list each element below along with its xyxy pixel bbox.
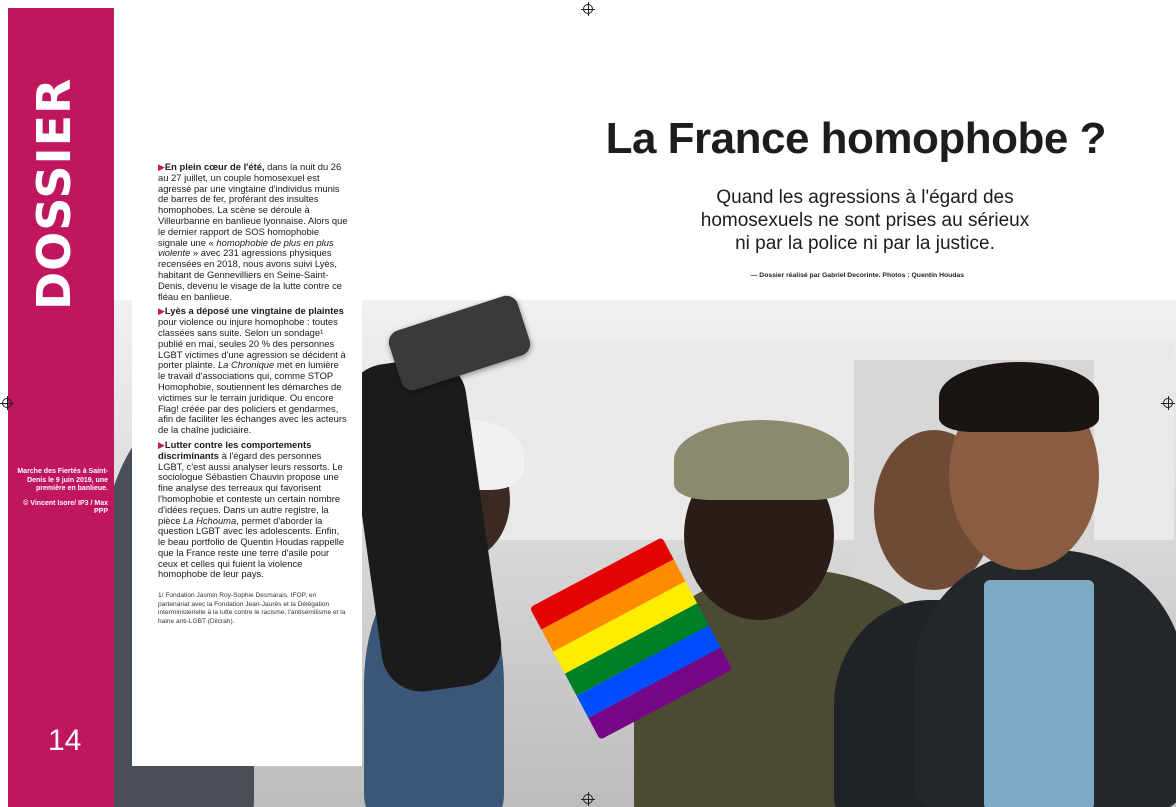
article-column bbox=[132, 152, 362, 766]
registration-mark-icon bbox=[2, 398, 12, 408]
article-paragraph-2 bbox=[158, 306, 348, 436]
footnote: 1/ Fondation Jasmin Roy-Sophie Desmarais, IFOP, en partenariat avec la Fondation Jean-Jaurès et la Délégation interministérielle à la lutte contre le racisme, l'antisémitisme et la haine anti-LGBT (Dilcrah). bbox=[158, 592, 346, 625]
registration-mark-icon bbox=[583, 794, 593, 804]
paragraph-text: , permet d'aborder la question LGBT avec les adolescents. Enfin, le beau portfolio de Quentin Houdas rappelle que la France reste une terre d'asile pour ceux et celles qui fuient la violence homophobe de leur pays. bbox=[158, 514, 345, 580]
paragraph-text: » avec 231 agressions physiques recensées en 2018, nous avons suivi Lyès, habitant de Gennevilliers en Seine-Saint-Denis, devenu le visage de la lutte contre ce fléau en banlieue. bbox=[158, 247, 342, 302]
registration-mark-icon bbox=[1163, 398, 1173, 408]
paragraph-lead: Lutter contre les comportements discriminants bbox=[158, 438, 312, 461]
paragraph-text: à l'égard des personnes LGBT, c'est aussi analyser leurs ressorts. Le sociologue Sébastien Chauvin propose une fine analyse des terreaux qui favorisent l'homophobie et conteste un certain nombre d'idées reçues. Dans un autre registre, la pièce bbox=[158, 449, 343, 526]
paragraph-text: met en lumière le travail d'associations qui, comme STOP Homophobie, soutiennent les démarches de victimes sur le terrain juridique. Ou encore Flag! créée par des policiers et gendarmes, afin de faciliter les échanges avec les acteurs de la chaîne judiciaire. bbox=[158, 359, 347, 436]
photo-caption bbox=[14, 468, 108, 517]
triangle-bullet-icon: ▶ bbox=[158, 439, 165, 450]
subtitle-line: Quand les agressions à l'égard des bbox=[716, 187, 1014, 208]
byline: — Dossier réalisé par Gabriel Decorinte. Photos : Quentin Houdas bbox=[750, 272, 964, 279]
subtitle-line: homosexuels ne sont prises au sérieux bbox=[700, 210, 1030, 231]
registration-mark-icon bbox=[583, 4, 593, 14]
article-paragraph-3 bbox=[158, 440, 348, 580]
triangle-bullet-icon: ▶ bbox=[158, 306, 165, 317]
subtitle bbox=[640, 186, 1090, 255]
paragraph-lead: Lyès a déposé une vingtaine de plaintes bbox=[164, 305, 344, 317]
page-number: 14 bbox=[48, 724, 82, 757]
paragraph-lead: En plein cœur de l'été, bbox=[164, 161, 265, 172]
triangle-bullet-icon: ▶ bbox=[158, 162, 165, 172]
paragraph-text: dans la nuit du 26 au 27 juillet, un couple homosexuel est agressé par une vingtaine d'individus munis de barres de fer, proférant des insultes homophobes. La scène se déroule à Villeurbanne en banlieue lyonnaise. Alors que le dernier rapport de SOS homophobie signale une « bbox=[158, 161, 348, 248]
article-paragraph-1 bbox=[158, 162, 348, 302]
caption-copyright: © Vincent Isore/ IP3 / Max PPP bbox=[23, 499, 108, 516]
section-label: DOSSIER bbox=[27, 77, 81, 310]
caption-text: Marche des Fiertés à Saint-Denis le 9 juin 2019, une première en banlieue. bbox=[17, 468, 108, 493]
paragraph-emphasis: La Chronique bbox=[217, 359, 275, 371]
paragraph-quote: homophobie de plus en plus violente bbox=[158, 236, 334, 259]
paragraph-emphasis: La Hchouma bbox=[183, 514, 237, 526]
subtitle-line: ni par la police ni par la justice. bbox=[735, 233, 995, 254]
paragraph-text: pour violence ou injure homophobe : toutes classées sans suite. Selon un sondage¹ publié en mai, seules 20 % des personnes LGBT victimes d'une agression se décident à porter plainte. bbox=[158, 316, 346, 371]
page-title: La France homophobe ? bbox=[605, 114, 1106, 163]
